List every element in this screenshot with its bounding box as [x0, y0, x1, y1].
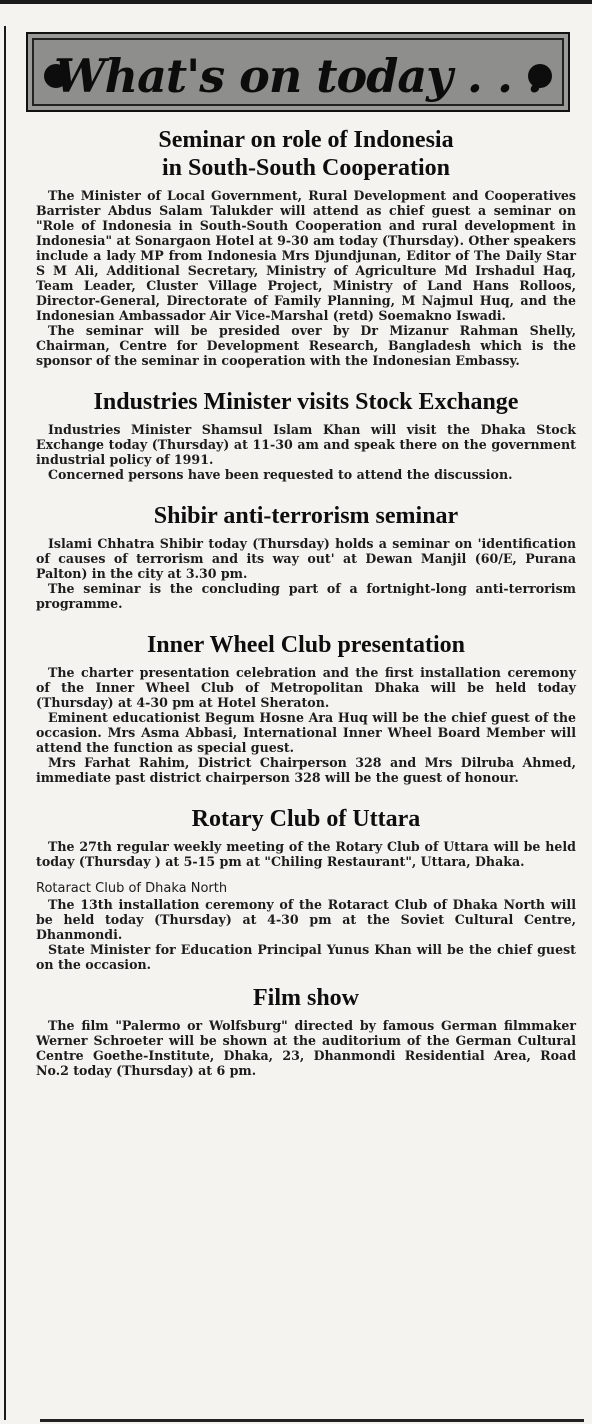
- article-film-show: [36, 984, 576, 1078]
- section-banner: [26, 32, 570, 112]
- banner-title: What's on today . . .: [53, 49, 542, 103]
- article-paragraph: Eminent educationist Begum Hosne Ara Huq will be the chief guest of the occasion. Mrs Asma Abbasi, International Inner Wheel Board Member will attend the function as special guest.: [36, 710, 576, 755]
- article-heading: Inner Wheel Club presentation: [146, 632, 466, 658]
- article-heading: Shibir anti-terrorism seminar: [153, 503, 459, 529]
- column-rule: [4, 26, 6, 1420]
- article-paragraph: The charter presentation celebration and the first installation ceremony of the Inner Wheel Club of Metropolitan Dhaka will be held today (Thursday) at 4-30 pm at Hotel Sheraton.: [36, 665, 576, 710]
- article-stock-exchange: [36, 388, 576, 482]
- article-paragraph: The 27th regular weekly meeting of the Rotary Club of Uttara will be held today (Thursday ) at 5-15 pm at "Chiling Restaurant", Uttara, Dhaka.: [36, 839, 576, 869]
- article-paragraph: State Minister for Education Principal Yunus Khan will be the chief guest on the occasion.: [36, 942, 576, 972]
- article-paragraph: The Minister of Local Government, Rural Development and Cooperatives Barrister Abdus Salam Talukder will attend as chief guest a seminar on "Role of Indonesia in South-South Cooperation and rural development in Indonesia" at Sonargaon Hotel at 9-30 am today (Thursday). Other speakers include a lady MP from Indonesia Mrs Djundjunan, Editor of The Daily Star S M Ali, Additional Secretary, Ministry of Agriculture Md Irshadul Haq, Team Leader, Cluster Village Project, Ministry of Land Hans Rolloos, Director-General, Directorate of Family Planning, M Najmul Huq, and the Indonesian Ambassador Air Vice-Marshal (retd) Soemakno Iswadi.: [36, 188, 576, 323]
- article-heading: [36, 126, 576, 182]
- article-paragraph: The 13th installation ceremony of the Rotaract Club of Dhaka North will be held today (Thursday) at 4-30 pm at the Soviet Cultural Centre, Dhanmondi.: [36, 897, 576, 942]
- article-inner-wheel: [36, 631, 576, 785]
- article-paragraph: The film "Palermo or Wolfsburg" directed by famous German filmmaker Werner Schroeter will be shown at the auditorium of the German Cultural Centre Goethe-Institute, Dhaka, 23, Dhanmondi Residential Area, Road No.2 today (Thursday) at 6 pm.: [36, 1018, 576, 1078]
- article-paragraph: Industries Minister Shamsul Islam Khan will visit the Dhaka Stock Exchange today (Thursday) at 11-30 am and speak there on the government industrial policy of 1991.: [36, 422, 576, 467]
- article-indonesia-seminar: [36, 126, 576, 368]
- article-shibir-seminar: [36, 502, 576, 611]
- article-heading: Industries Minister visits Stock Exchange: [93, 389, 519, 415]
- article-heading: Film show: [252, 985, 359, 1011]
- article-paragraph: The seminar will be presided over by Dr Mizanur Rahman Shelly, Chairman, Centre for Development Research, Bangladesh which is the sponsor of the seminar in cooperation with the Indonesian Embassy.: [36, 323, 576, 368]
- article-heading: Rotary Club of Uttara: [191, 806, 421, 832]
- article-paragraph: Islami Chhatra Shibir today (Thursday) holds a seminar on 'identification of causes of terrorism and its way out' at Dewan Manjil (60/E, Purana Palton) in the city at 3.30 pm.: [36, 536, 576, 581]
- heading-line: Seminar on role of Indonesia: [158, 127, 454, 153]
- article-paragraph: Mrs Farhat Rahim, District Chairperson 328 and Mrs Dilruba Ahmed, immediate past district chairperson 328 will be the guest of honour.: [36, 755, 576, 785]
- banner-frame: [32, 38, 564, 106]
- article-paragraph: Concerned persons have been requested to attend the discussion.: [48, 467, 513, 482]
- article-rotary-uttara: [36, 805, 576, 972]
- bottom-rule: [40, 1419, 584, 1422]
- article-subheading: Rotaract Club of Dhaka North: [36, 881, 228, 896]
- article-paragraph: The seminar is the concluding part of a fortnight-long anti-terrorism programme.: [36, 581, 576, 611]
- listings-column: [36, 126, 576, 1078]
- top-rule: [0, 0, 592, 4]
- heading-line: in South-South Cooperation: [161, 155, 451, 181]
